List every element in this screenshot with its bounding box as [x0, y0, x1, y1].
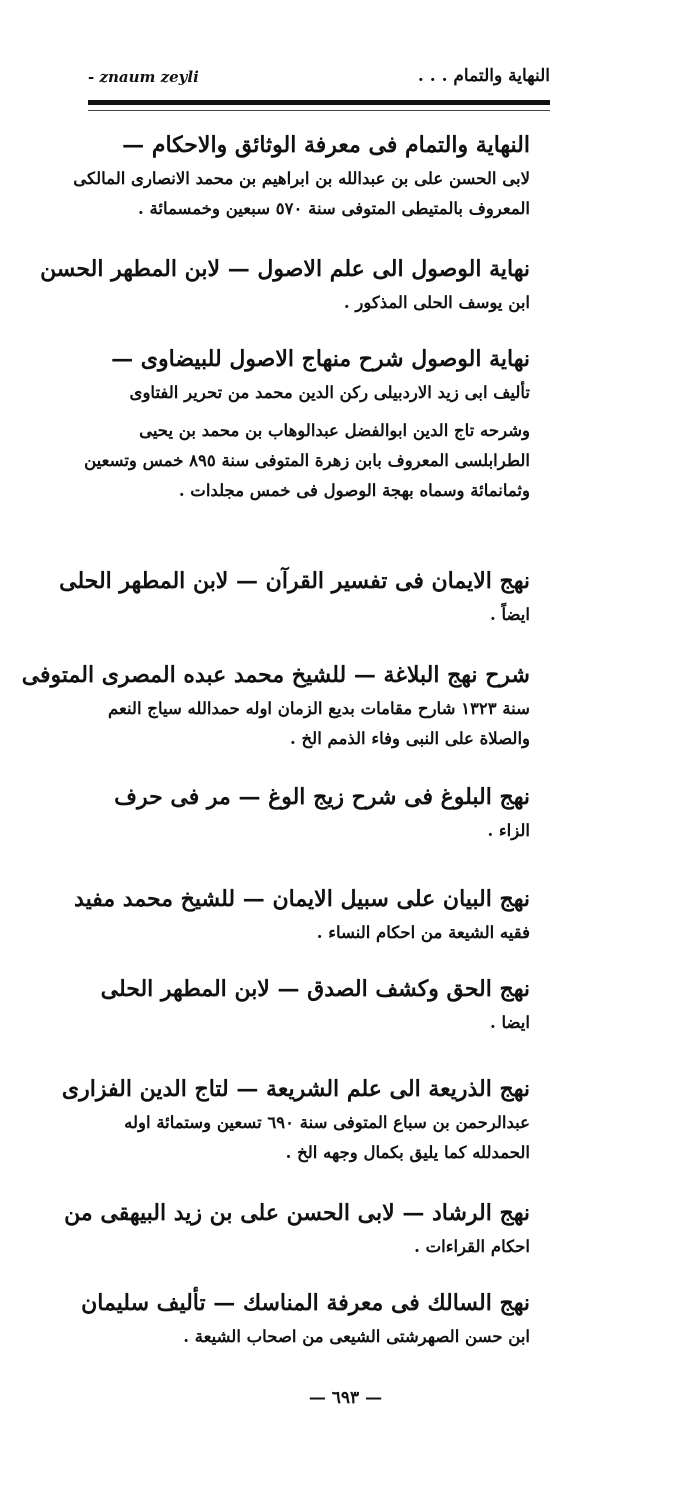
entry-title: نهج الرشاد — لابى الحسن على بن زيد البيهقى من: [64, 1200, 530, 1226]
header-rule-thick: [88, 100, 550, 105]
entry: [21, 656, 530, 754]
entry: [74, 880, 530, 948]
entry-line: وثمانمائة وسماه بهجة الوصول فى خمس مجلدات .: [178, 481, 530, 500]
entry-title: نهاية الوصول شرح منهاج الاصول للبيضاوى —: [111, 346, 530, 372]
entry-line: احكام القراءات .: [414, 1237, 530, 1256]
entry-line: وشرحه تاج الدين ابوالفضل عبدالوهاب بن محمد بن يحيى: [139, 421, 530, 440]
running-header: [88, 60, 550, 94]
page-number: — ٦٩٣ —: [308, 1388, 383, 1408]
entry: [40, 250, 530, 318]
entry-line: فقيه الشيعة من احكام النساء .: [316, 923, 530, 942]
entry-title: نهج الايمان فى تفسير القرآن — لابن المطهر الحلى: [59, 568, 530, 594]
entry: [81, 1284, 530, 1352]
entry-line: الزاء .: [487, 821, 530, 840]
entry-title: نهج البلوغ فى شرح زيج الوغ — مر فى حرف: [114, 784, 530, 810]
entry-title: نهاية الوصول الى علم الاصول — لابن المطهر الحسن: [40, 256, 530, 282]
entry: [84, 340, 530, 506]
entry-line: تأليف ابى زيد الاردبيلى ركن الدين محمد من تحرير الفتاوى: [129, 383, 530, 402]
entry: [100, 778, 530, 846]
entry: [61, 1070, 530, 1168]
entry-line: المعروف بالمتيطى المتوفى سنة ٥٧٠ سبعين وخمسمائة .: [138, 199, 530, 218]
entry: [59, 562, 530, 630]
entry-line: الحمدلله كما يليق بكمال وجهه الخ .: [285, 1143, 530, 1162]
entry-line: عبدالرحمن بن سباع المتوفى سنة ٦٩٠ تسعين وستمائة اوله: [124, 1113, 530, 1132]
running-title: النهاية والتمام . . .: [417, 66, 550, 86]
entry: [100, 970, 530, 1038]
entry: [64, 1194, 530, 1262]
entry-line: ابن حسن الصهرشتى الشيعى من اصحاب الشيعة .: [183, 1327, 530, 1346]
entry-title: نهج البيان على سبيل الايمان — للشيخ محمد مفيد: [74, 886, 530, 912]
entry: [73, 126, 530, 224]
entry-title: شرح نهج البلاغة — للشيخ محمد عبده المصرى المتوفى: [21, 662, 530, 688]
entry-line: ايضاً .: [489, 605, 530, 624]
header-rule-thin: [88, 110, 550, 111]
entry-line: الطرابلسى المعروف بابن زهرة المتوفى سنة ٨٩٥ خمس وتسعين: [84, 451, 530, 470]
entry-list: [21, 126, 530, 1406]
entry-title: نهج الحق وكشف الصدق — لابن المطهر الحلى: [100, 976, 530, 1002]
entry-title: نهج الذريعة الى علم الشريعة — لتاج الدين الفزارى: [61, 1076, 530, 1102]
entry-line: ايضا .: [489, 1013, 530, 1032]
entry-title: النهاية والتمام فى معرفة الوثائق والاحكام —: [122, 132, 530, 158]
entry-title: نهج السالك فى معرفة المناسك — تأليف سليمان: [81, 1290, 530, 1316]
entry-line: سنة ١٣٢٣ شارح مقامات بديع الزمان اوله حمدالله سياج النعم: [108, 699, 530, 718]
entry-line: ابن يوسف الحلى المذكور .: [343, 293, 530, 312]
entry-line: والصلاة على النبى وفاء الذمم الخ .: [290, 729, 530, 748]
entry-line: لابى الحسن على بن عبدالله بن ابراهيم بن محمد الانصارى المالكى: [73, 169, 530, 188]
running-header-left: - znaum zeyli: [88, 68, 199, 86]
